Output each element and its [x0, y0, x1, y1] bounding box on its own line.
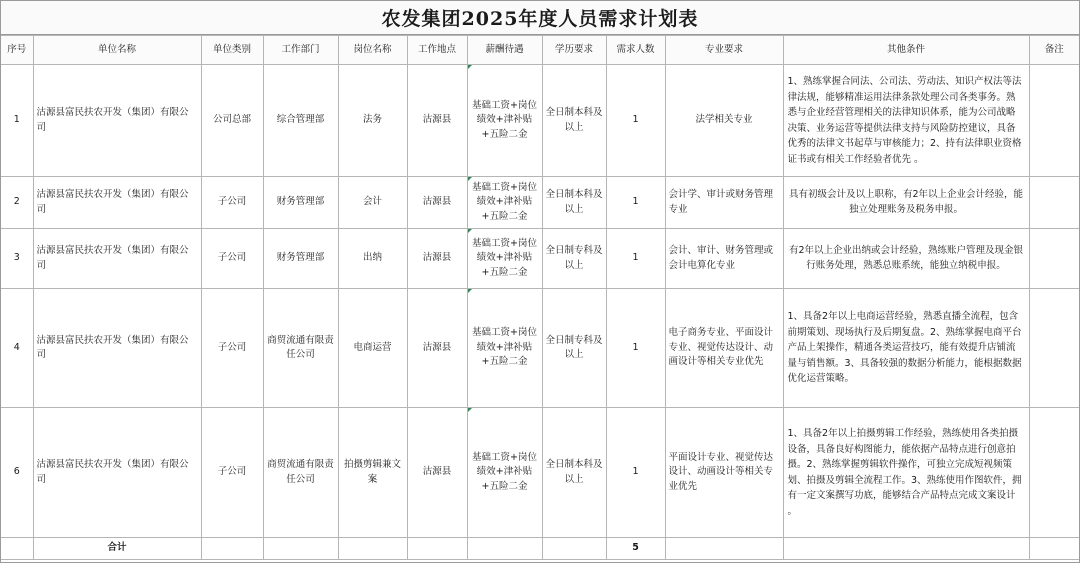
- cell-conditions[interactable]: 具有初级会计及以上职称，有2年以上企业会计经验，能独立处理账务及税务申报。: [783, 177, 1029, 229]
- table-row: [1, 65, 1079, 177]
- cell-dept[interactable]: 综合管理部: [263, 65, 338, 177]
- cell-no[interactable]: 1: [1, 65, 33, 177]
- cell-no[interactable]: 3: [1, 229, 33, 289]
- cell-location[interactable]: 沽源县: [407, 289, 467, 408]
- total-blank-cell[interactable]: [665, 538, 783, 560]
- total-blank-cell[interactable]: [467, 538, 542, 560]
- recruitment-table: [1, 35, 1079, 560]
- total-blank-cell[interactable]: [263, 538, 338, 560]
- cell-salary[interactable]: 基础工资+岗位绩效+津补贴+五险二金: [467, 229, 542, 289]
- cell-salary[interactable]: 基础工资+岗位绩效+津补贴+五险二金: [467, 177, 542, 229]
- table-row: [1, 408, 1079, 538]
- header-position: 岗位名称: [338, 36, 407, 65]
- cell-salary[interactable]: 基础工资+岗位绩效+津补贴+五险二金: [467, 65, 542, 177]
- total-row: [1, 538, 1079, 560]
- cell-no[interactable]: 2: [1, 177, 33, 229]
- total-blank-cell[interactable]: [1029, 538, 1079, 560]
- cell-category[interactable]: 子公司: [201, 289, 263, 408]
- cell-unit[interactable]: 沽源县富民扶农开发（集团）有限公司: [33, 65, 201, 177]
- cell-education[interactable]: 全日制本科及以上: [542, 408, 606, 538]
- cell-remark[interactable]: [1029, 408, 1079, 538]
- header-major: 专业要求: [665, 36, 783, 65]
- cell-salary[interactable]: 基础工资+岗位绩效+津补贴+五险二金: [467, 408, 542, 538]
- cell-dept[interactable]: 商贸流通有限责任公司: [263, 408, 338, 538]
- total-blank-cell[interactable]: [201, 538, 263, 560]
- cell-unit[interactable]: 沽源县富民扶农开发（集团）有限公司: [33, 177, 201, 229]
- table-row: [1, 229, 1079, 289]
- cell-position[interactable]: 电商运营: [338, 289, 407, 408]
- cell-unit[interactable]: 沽源县富民扶农开发（集团）有限公司: [33, 229, 201, 289]
- header-remark: 备注: [1029, 36, 1079, 65]
- header-category: 单位类别: [201, 36, 263, 65]
- header-salary: 薪酬待遇: [467, 36, 542, 65]
- cell-dept[interactable]: 商贸流通有限责任公司: [263, 289, 338, 408]
- total-blank-cell[interactable]: [542, 538, 606, 560]
- cell-education[interactable]: 全日制本科及以上: [542, 65, 606, 177]
- cell-unit[interactable]: 沽源县富民扶农开发（集团）有限公司: [33, 408, 201, 538]
- header-education: 学历要求: [542, 36, 606, 65]
- cell-remark[interactable]: [1029, 289, 1079, 408]
- cell-conditions[interactable]: 1、具备2年以上拍摄剪辑工作经验，熟练使用各类拍摄设备，具备良好构图能力，能依据产品特点进行创意拍摄。2、熟练掌握剪辑软件操作，可独立完成短视频策划、拍摄及剪辑全流程工作。3、熟练使用作图软件，拥有一定文案撰写功底，能够结合产品特点完成文案设计 。: [783, 408, 1029, 538]
- cell-location[interactable]: 沽源县: [407, 229, 467, 289]
- cell-position[interactable]: 法务: [338, 65, 407, 177]
- header-row: [1, 36, 1079, 65]
- total-label[interactable]: 合计: [33, 538, 201, 560]
- cell-count[interactable]: 1: [606, 289, 665, 408]
- cell-position[interactable]: 会计: [338, 177, 407, 229]
- cell-conditions[interactable]: 1、熟练掌握合同法、公司法、劳动法、知识产权法等法律法规，能够精准运用法律条款处理公司各类事务。熟悉与企业经营管理相关的法律知识体系，能为公司战略决策、业务运营等提供法律支持与风险防控建议，具备优秀的法律文书起草与审核能力；2、持有法律职业资格证书或有相关工作经验者优先 。: [783, 65, 1029, 177]
- cell-salary[interactable]: 基础工资+岗位绩效+津补贴+五险二金: [467, 289, 542, 408]
- header-unit: 单位名称: [33, 36, 201, 65]
- cell-major[interactable]: 平面设计专业、视觉传达设计、动画设计等相关专业优先: [665, 408, 783, 538]
- total-blank-cell[interactable]: [783, 538, 1029, 560]
- sheet-title: 农发集团2025年度人员需求计划表: [381, 8, 699, 30]
- cell-category[interactable]: 子公司: [201, 408, 263, 538]
- header-count: 需求人数: [606, 36, 665, 65]
- cell-conditions[interactable]: 1、具备2年以上电商运营经验，熟悉直播全流程，包含前期策划、现场执行及后期复盘。2、熟练掌握电商平台产品上架操作，精通各类运营技巧，能有效提升店铺流量与销售额。3、具备较强的数据分析能力，能根据数据优化运营策略。: [783, 289, 1029, 408]
- header-no: 序号: [1, 36, 33, 65]
- cell-count[interactable]: 1: [606, 65, 665, 177]
- cell-category[interactable]: 公司总部: [201, 65, 263, 177]
- cell-location[interactable]: 沽源县: [407, 65, 467, 177]
- total-blank-cell[interactable]: [338, 538, 407, 560]
- cell-major[interactable]: 电子商务专业、平面设计专业、视觉传达设计、动画设计等相关专业优先: [665, 289, 783, 408]
- cell-location[interactable]: 沽源县: [407, 177, 467, 229]
- cell-major[interactable]: 会计学、审计或财务管理专业: [665, 177, 783, 229]
- cell-count[interactable]: 1: [606, 177, 665, 229]
- cell-position[interactable]: 拍摄剪辑兼文案: [338, 408, 407, 538]
- header-conditions: 其他条件: [783, 36, 1029, 65]
- cell-category[interactable]: 子公司: [201, 229, 263, 289]
- total-blank-cell[interactable]: [1, 538, 33, 560]
- cell-education[interactable]: 全日制本科及以上: [542, 177, 606, 229]
- total-blank-cell[interactable]: [407, 538, 467, 560]
- cell-education[interactable]: 全日制专科及以上: [542, 229, 606, 289]
- table-row: [1, 177, 1079, 229]
- cell-conditions[interactable]: 有2年以上企业出纳或会计经验，熟练账户管理及现金银行账务处理，熟悉总账系统，能独立纳税申报。: [783, 229, 1029, 289]
- cell-dept[interactable]: 财务管理部: [263, 229, 338, 289]
- title-row: [1, 1, 1079, 35]
- cell-unit[interactable]: 沽源县富民扶农开发（集团）有限公司: [33, 289, 201, 408]
- cell-count[interactable]: 1: [606, 408, 665, 538]
- header-location: 工作地点: [407, 36, 467, 65]
- table-row: [1, 289, 1079, 408]
- cell-position[interactable]: 出纳: [338, 229, 407, 289]
- cell-remark[interactable]: [1029, 65, 1079, 177]
- cell-remark[interactable]: [1029, 177, 1079, 229]
- cell-location[interactable]: 沽源县: [407, 408, 467, 538]
- cell-no[interactable]: 4: [1, 289, 33, 408]
- cell-education[interactable]: 全日制专科及以上: [542, 289, 606, 408]
- cell-major[interactable]: 会计、审计、财务管理或会计电算化专业: [665, 229, 783, 289]
- cell-remark[interactable]: [1029, 229, 1079, 289]
- header-dept: 工作部门: [263, 36, 338, 65]
- cell-no[interactable]: 6: [1, 408, 33, 538]
- total-count[interactable]: 5: [606, 538, 665, 560]
- cell-count[interactable]: 1: [606, 229, 665, 289]
- cell-category[interactable]: 子公司: [201, 177, 263, 229]
- cell-major[interactable]: 法学相关专业: [665, 65, 783, 177]
- cell-dept[interactable]: 财务管理部: [263, 177, 338, 229]
